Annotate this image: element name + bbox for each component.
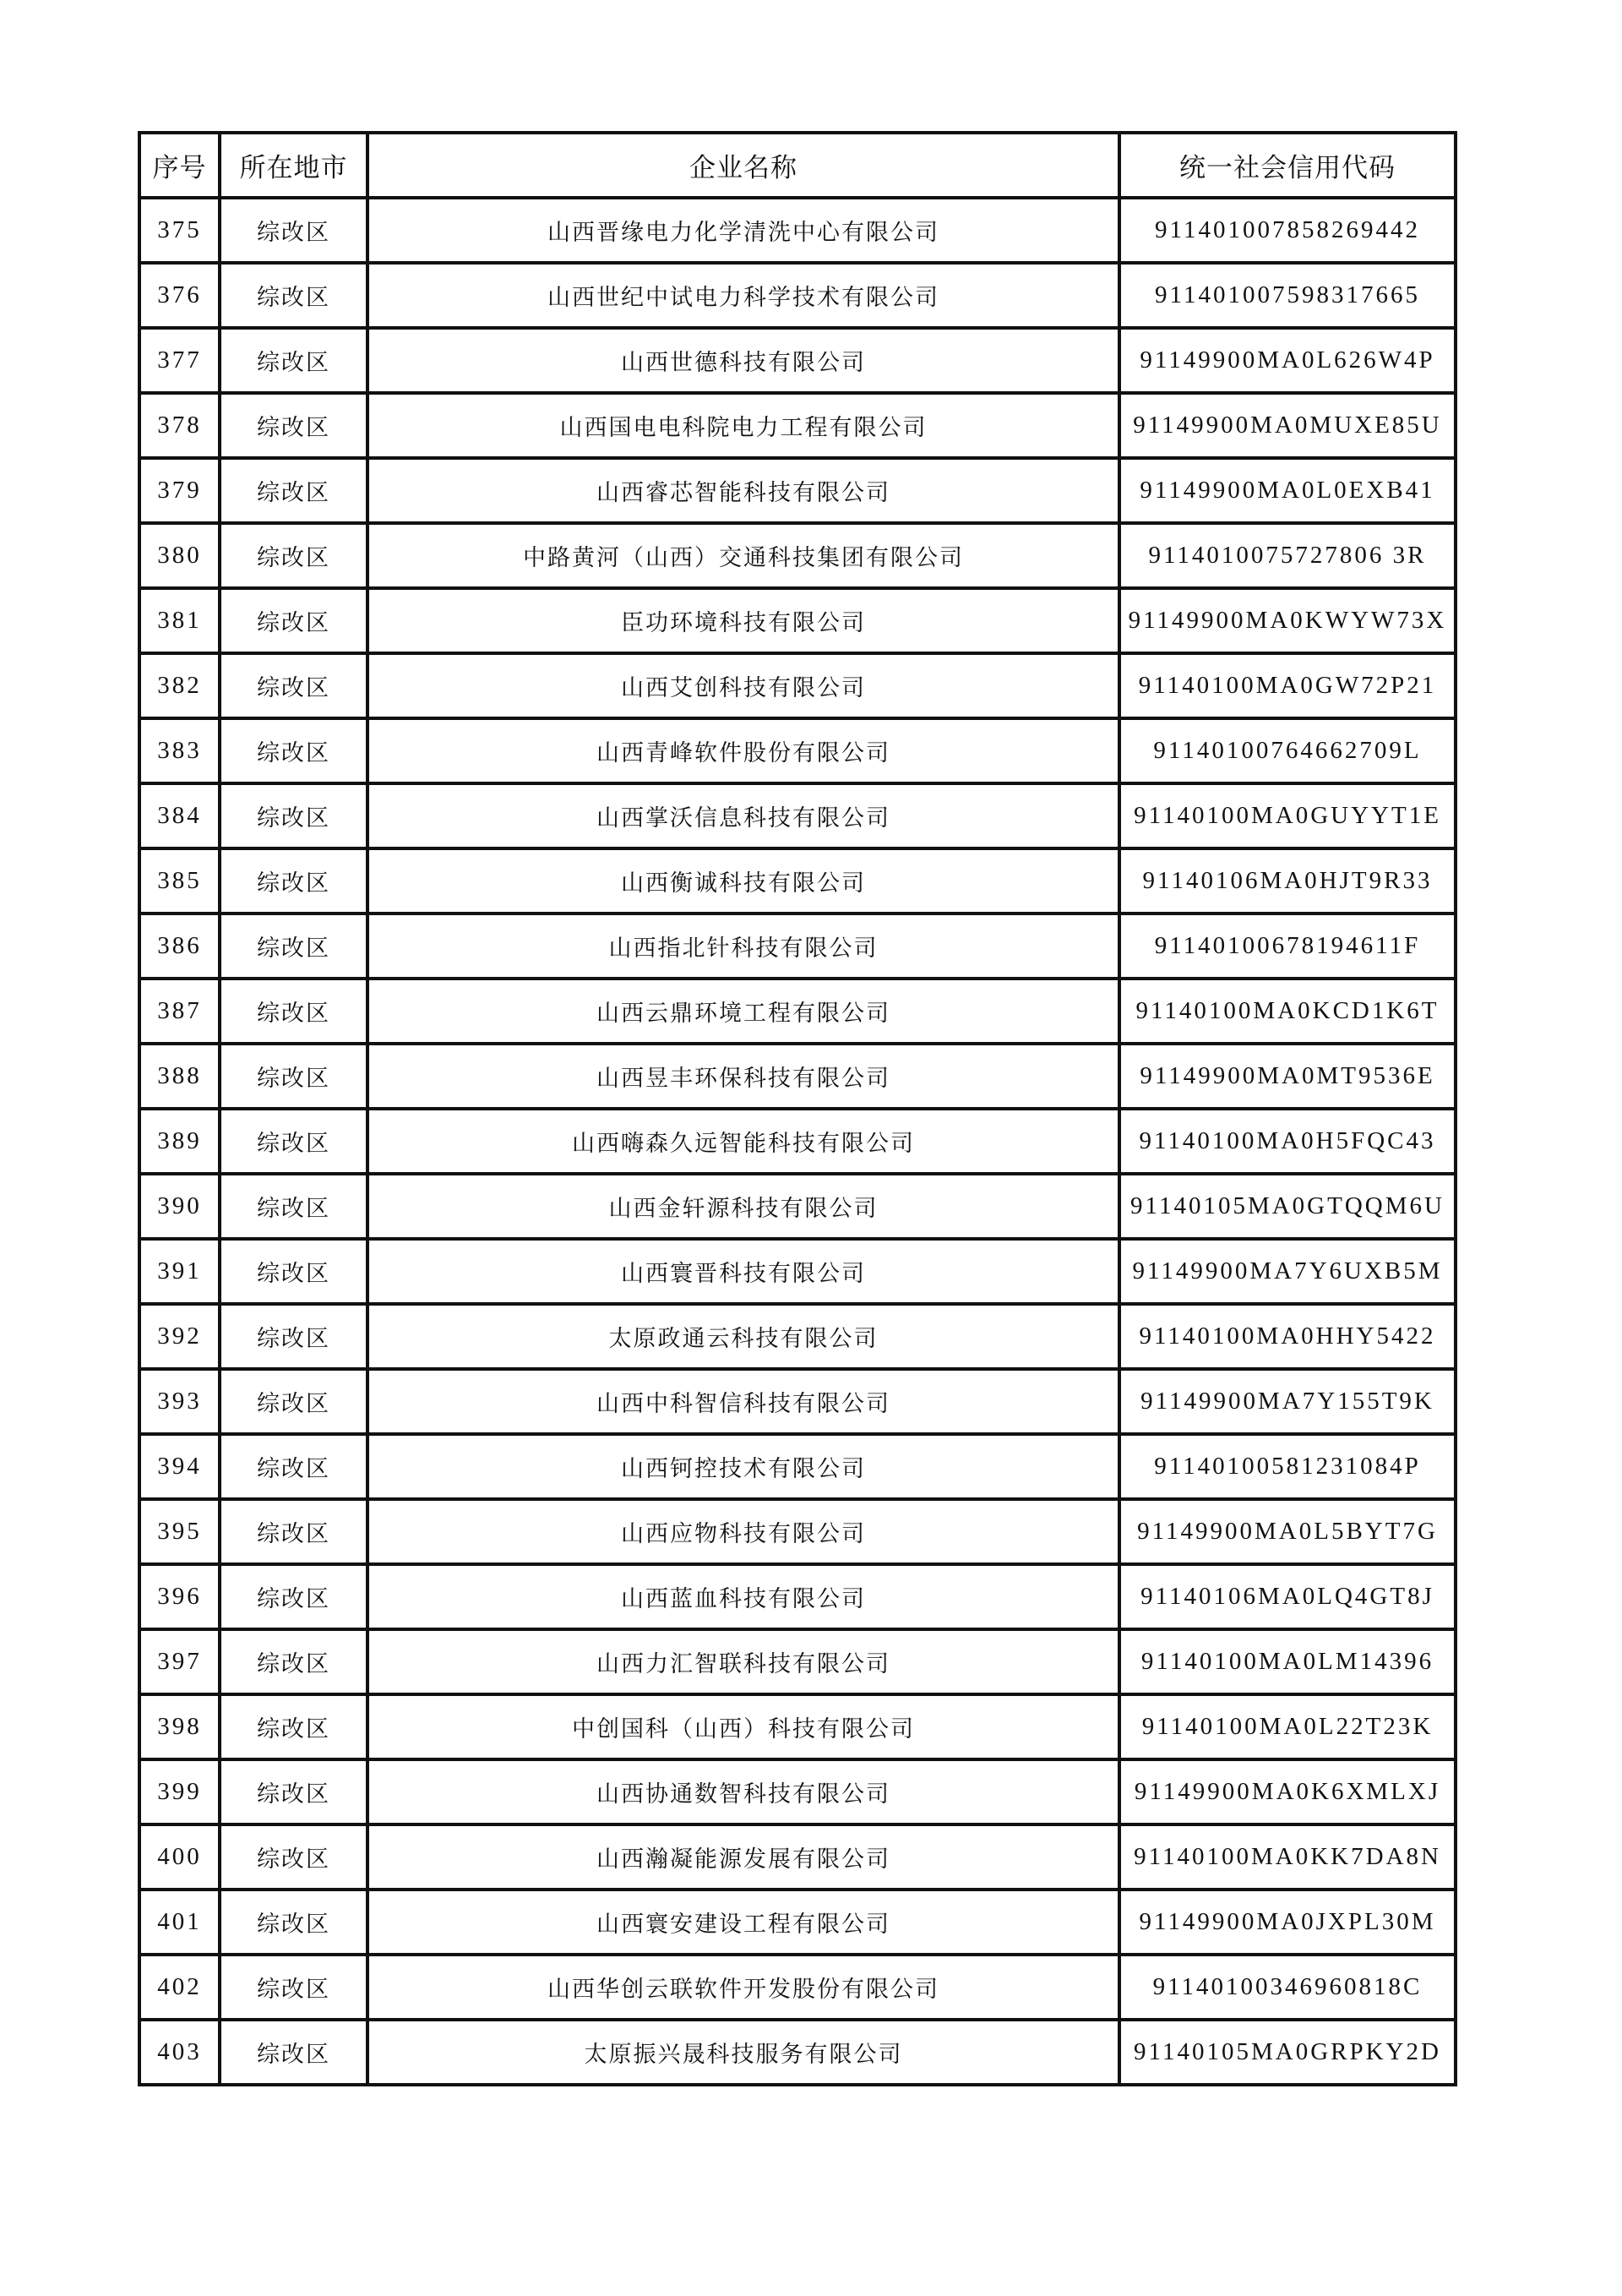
cell-seq: 394 [139, 1434, 220, 1499]
cell-city: 综改区 [220, 979, 367, 1044]
cell-city: 综改区 [220, 783, 367, 848]
cell-seq: 402 [139, 1955, 220, 2020]
cell-seq: 389 [139, 1109, 220, 1174]
cell-seq: 403 [139, 2020, 220, 2085]
cell-seq: 386 [139, 913, 220, 979]
cell-name: 山西艾创科技有限公司 [367, 653, 1119, 718]
cell-city: 综改区 [220, 328, 367, 393]
cell-seq: 390 [139, 1174, 220, 1239]
cell-seq: 396 [139, 1564, 220, 1629]
cell-code: 91149900MA0MT9536E [1119, 1044, 1456, 1109]
cell-name: 山西国电电科院电力工程有限公司 [367, 393, 1119, 458]
cell-city: 综改区 [220, 1239, 367, 1304]
cell-code: 91140100581231084P [1119, 1434, 1456, 1499]
cell-seq: 392 [139, 1304, 220, 1369]
cell-code: 91149900MA0K6XMLXJ [1119, 1759, 1456, 1824]
cell-seq: 400 [139, 1824, 220, 1890]
table-row [139, 198, 1456, 263]
cell-city: 综改区 [220, 913, 367, 979]
cell-seq: 387 [139, 979, 220, 1044]
table-row [139, 1044, 1456, 1109]
table-row [139, 1564, 1456, 1629]
cell-city: 综改区 [220, 1955, 367, 2020]
cell-name: 臣功环境科技有限公司 [367, 588, 1119, 653]
cell-city: 综改区 [220, 1109, 367, 1174]
table-row [139, 913, 1456, 979]
cell-code: 91149900MA0L626W4P [1119, 328, 1456, 393]
header-name: 企业名称 [367, 133, 1119, 198]
cell-code: 91140100MA0LM14396 [1119, 1629, 1456, 1694]
table-row [139, 458, 1456, 523]
table-row [139, 1174, 1456, 1239]
cell-code: 91140100346960818C [1119, 1955, 1456, 2020]
header-city: 所在地市 [220, 133, 367, 198]
table-row [139, 1304, 1456, 1369]
cell-code: 91140106MA0HJT9R33 [1119, 848, 1456, 913]
cell-city: 综改区 [220, 1629, 367, 1694]
table-row [139, 1109, 1456, 1174]
cell-seq: 384 [139, 783, 220, 848]
enterprise-list-table [138, 131, 1457, 2086]
table-row [139, 1694, 1456, 1759]
cell-name: 太原政通云科技有限公司 [367, 1304, 1119, 1369]
table-row [139, 979, 1456, 1044]
cell-seq: 397 [139, 1629, 220, 1694]
cell-seq: 398 [139, 1694, 220, 1759]
cell-code: 91149900MA7Y6UXB5M [1119, 1239, 1456, 1304]
cell-name: 山西中科智信科技有限公司 [367, 1369, 1119, 1434]
cell-name: 山西瀚凝能源发展有限公司 [367, 1824, 1119, 1890]
table-row [139, 2020, 1456, 2085]
cell-seq: 378 [139, 393, 220, 458]
cell-seq: 375 [139, 198, 220, 263]
table-row [139, 718, 1456, 783]
cell-name: 山西指北针科技有限公司 [367, 913, 1119, 979]
cell-name: 山西晋缘电力化学清洗中心有限公司 [367, 198, 1119, 263]
cell-city: 综改区 [220, 1564, 367, 1629]
cell-city: 综改区 [220, 1434, 367, 1499]
table-header-row [139, 133, 1456, 198]
cell-code: 91149900MA0L5BYT7G [1119, 1499, 1456, 1564]
cell-code: 91149900MA0MUXE85U [1119, 393, 1456, 458]
cell-city: 综改区 [220, 1890, 367, 1955]
cell-code: 91140100MA0L22T23K [1119, 1694, 1456, 1759]
cell-code: 911401007598317665 [1119, 263, 1456, 328]
cell-name: 山西云鼎环境工程有限公司 [367, 979, 1119, 1044]
table-row [139, 848, 1456, 913]
cell-name: 太原振兴晟科技服务有限公司 [367, 2020, 1119, 2085]
cell-code: 91140105MA0GTQQM6U [1119, 1174, 1456, 1239]
cell-seq: 401 [139, 1890, 220, 1955]
cell-code: 9114010075727806 3R [1119, 523, 1456, 588]
cell-name: 山西寰安建设工程有限公司 [367, 1890, 1119, 1955]
cell-city: 综改区 [220, 2020, 367, 2085]
cell-code: 91140100MA0KCD1K6T [1119, 979, 1456, 1044]
cell-name: 山西睿芯智能科技有限公司 [367, 458, 1119, 523]
cell-seq: 391 [139, 1239, 220, 1304]
cell-code: 91149900MA0JXPL30M [1119, 1890, 1456, 1955]
table-row [139, 1239, 1456, 1304]
cell-city: 综改区 [220, 458, 367, 523]
cell-name: 山西金轩源科技有限公司 [367, 1174, 1119, 1239]
table-row [139, 1629, 1456, 1694]
table-row [139, 653, 1456, 718]
cell-name: 山西昱丰环保科技有限公司 [367, 1044, 1119, 1109]
table-row [139, 393, 1456, 458]
cell-name: 山西协通数智科技有限公司 [367, 1759, 1119, 1824]
cell-city: 综改区 [220, 263, 367, 328]
cell-code: 91140106MA0LQ4GT8J [1119, 1564, 1456, 1629]
cell-city: 综改区 [220, 1499, 367, 1564]
cell-seq: 377 [139, 328, 220, 393]
cell-name: 山西嗨森久远智能科技有限公司 [367, 1109, 1119, 1174]
cell-code: 91140100764662709L [1119, 718, 1456, 783]
cell-name: 中路黄河（山西）交通科技集团有限公司 [367, 523, 1119, 588]
table-row [139, 523, 1456, 588]
cell-name: 中创国科（山西）科技有限公司 [367, 1694, 1119, 1759]
cell-city: 综改区 [220, 653, 367, 718]
cell-name: 山西华创云联软件开发股份有限公司 [367, 1955, 1119, 2020]
cell-seq: 382 [139, 653, 220, 718]
cell-city: 综改区 [220, 523, 367, 588]
table-row [139, 328, 1456, 393]
cell-name: 山西钶控技术有限公司 [367, 1434, 1119, 1499]
cell-seq: 395 [139, 1499, 220, 1564]
table-row [139, 1499, 1456, 1564]
cell-code: 91140100678194611F [1119, 913, 1456, 979]
cell-seq: 380 [139, 523, 220, 588]
cell-name: 山西掌沃信息科技有限公司 [367, 783, 1119, 848]
cell-seq: 376 [139, 263, 220, 328]
cell-city: 综改区 [220, 1044, 367, 1109]
cell-name: 山西寰晋科技有限公司 [367, 1239, 1119, 1304]
header-seq: 序号 [139, 133, 220, 198]
cell-seq: 388 [139, 1044, 220, 1109]
cell-seq: 379 [139, 458, 220, 523]
table-row [139, 1955, 1456, 2020]
cell-seq: 381 [139, 588, 220, 653]
cell-code: 91140100MA0HHY5422 [1119, 1304, 1456, 1369]
table-row [139, 1824, 1456, 1890]
cell-code: 91149900MA0KWYW73X [1119, 588, 1456, 653]
cell-code: 911401007858269442 [1119, 198, 1456, 263]
cell-code: 91149900MA0L0EXB41 [1119, 458, 1456, 523]
cell-city: 综改区 [220, 1174, 367, 1239]
cell-seq: 399 [139, 1759, 220, 1824]
cell-code: 91140100MA0GUYYT1E [1119, 783, 1456, 848]
cell-code: 91140100MA0KK7DA8N [1119, 1824, 1456, 1890]
cell-seq: 393 [139, 1369, 220, 1434]
cell-name: 山西衡诚科技有限公司 [367, 848, 1119, 913]
table-row [139, 588, 1456, 653]
cell-name: 山西世纪中试电力科学技术有限公司 [367, 263, 1119, 328]
table-row [139, 263, 1456, 328]
table-row [139, 1434, 1456, 1499]
header-code: 统一社会信用代码 [1119, 133, 1456, 198]
cell-name: 山西应物科技有限公司 [367, 1499, 1119, 1564]
table-row [139, 783, 1456, 848]
cell-city: 综改区 [220, 588, 367, 653]
cell-city: 综改区 [220, 393, 367, 458]
cell-code: 91140105MA0GRPKY2D [1119, 2020, 1456, 2085]
cell-city: 综改区 [220, 1694, 367, 1759]
cell-city: 综改区 [220, 198, 367, 263]
cell-code: 91149900MA7Y155T9K [1119, 1369, 1456, 1434]
cell-city: 综改区 [220, 848, 367, 913]
cell-city: 综改区 [220, 1304, 367, 1369]
table-row [139, 1890, 1456, 1955]
table-row [139, 1759, 1456, 1824]
cell-name: 山西世德科技有限公司 [367, 328, 1119, 393]
cell-city: 综改区 [220, 1759, 367, 1824]
cell-code: 91140100MA0GW72P21 [1119, 653, 1456, 718]
cell-name: 山西力汇智联科技有限公司 [367, 1629, 1119, 1694]
cell-seq: 383 [139, 718, 220, 783]
cell-name: 山西蓝血科技有限公司 [367, 1564, 1119, 1629]
cell-seq: 385 [139, 848, 220, 913]
cell-city: 综改区 [220, 718, 367, 783]
table-row [139, 1369, 1456, 1434]
cell-city: 综改区 [220, 1369, 367, 1434]
cell-name: 山西青峰软件股份有限公司 [367, 718, 1119, 783]
cell-code: 91140100MA0H5FQC43 [1119, 1109, 1456, 1174]
cell-city: 综改区 [220, 1824, 367, 1890]
